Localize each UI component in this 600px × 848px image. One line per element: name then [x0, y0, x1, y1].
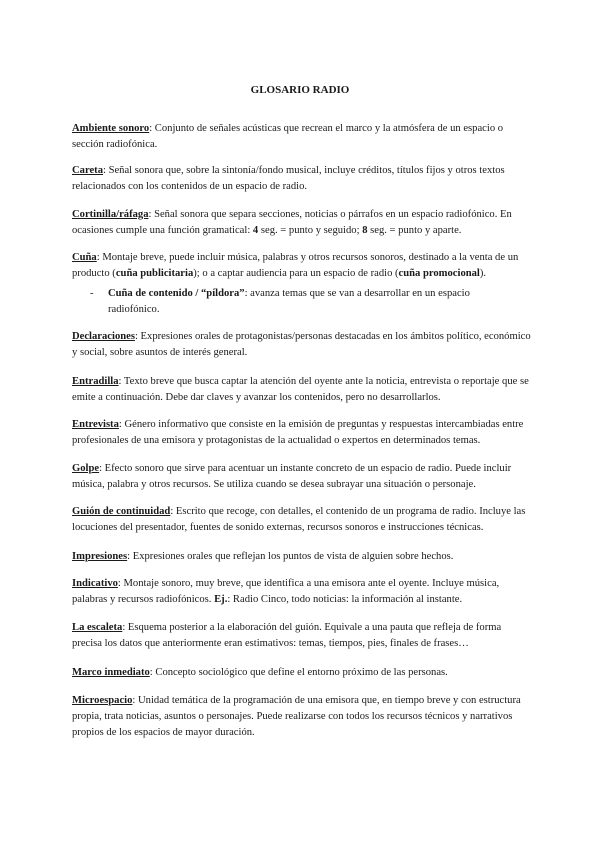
glossary-term: Cuña: [72, 252, 97, 263]
glossary-definition: : Expresiones orales que reflejan los puntos de vista de alguien sobre hechos.: [127, 551, 454, 562]
glossary-term: Microespacio: [72, 695, 133, 706]
glossary-definition: : Señal sonora que separa secciones, noticias o párrafos en un espacio radiofónico. En ocasiones cumple una función gramatical:: [72, 209, 512, 236]
glossary-term: Guión de continuidad: [72, 506, 171, 517]
glossary-definition-cont: ).: [479, 268, 487, 279]
glossary-definition: : Esquema posterior a la elaboración del guión. Equivale a una pauta que refleja de forma precisa los datos que anteriormente eran estimativos: temas, tiempos, pies, finales de frases…: [72, 622, 502, 649]
bold-number: 8: [362, 225, 368, 236]
glossary-term: Indicativo: [72, 578, 118, 589]
sub-entry-term: Cuña de contenido / “píldora”: [108, 288, 245, 299]
glossary-term: Entrevista: [72, 419, 119, 430]
glossary-entry-cortinilla: [72, 207, 532, 239]
glossary-term: Declaraciones: [72, 331, 135, 342]
sub-entry-definition: : avanza temas que se van a desarrollar en un espacio radiofónico.: [108, 288, 470, 315]
glossary-definition: : Conjunto de señales acústicas que recrean el marco y la atmósfera de un espacio o sección radiofónica.: [72, 123, 504, 150]
glossary-definition-cont: seg. = punto y seguido;: [258, 225, 363, 236]
glossary-term: Careta: [72, 165, 103, 176]
bold-abbrev: Ej.: [214, 594, 228, 605]
glossary-term: Golpe: [72, 463, 100, 474]
glossary-entry-indicativo: [72, 576, 532, 608]
list-dash: -: [90, 288, 94, 299]
glossary-entry-careta: [72, 163, 532, 195]
bold-number: 4: [252, 225, 259, 236]
glossary-entry-escaleta: [72, 620, 532, 652]
glossary-definition-cont: seg. = punto y aparte.: [367, 225, 462, 236]
glossary-definition-cont: ); o a captar audiencia para un espacio de radio (: [193, 268, 399, 279]
glossary-definition: : Montaje sonoro, muy breve, que identifica a una emisora ante el oyente. Incluye música, palabras y recursos radiofónicos.: [72, 578, 500, 605]
glossary-definition: : Expresiones orales de protagonistas/personas destacadas en los ámbitos político, económico y social, sobre asuntos de interés general.: [72, 331, 531, 358]
page-title: GLOSARIO RADIO: [250, 84, 350, 96]
glossary-entry-impresiones: [72, 549, 532, 565]
glossary-definition: : Escrito que recoge, con detalles, el contenido de un programa de radio. Incluye las locuciones del presentador, fuentes de sonido externas, recursos sonoros e instrucciones técnicas.: [72, 506, 526, 533]
glossary-definition: : Efecto sonoro que sirve para acentuar un instante concreto de un espacio de radio. Puede incluir música, palabra y otros recursos. Se utiliza cuando se desea subrayar una situación o personaje.: [72, 463, 512, 490]
glossary-entry-marco-inmediato: [72, 665, 532, 681]
glossary-definition: : Señal sonora que, sobre la sintonía/fondo musical, incluye créditos, títulos fijos y otros textos relacionados con los contenidos de un espacio de radio.: [72, 165, 505, 192]
glossary-entry-declaraciones: [72, 329, 532, 361]
glossary-term: La escaleta: [72, 622, 123, 633]
glossary-definition: : Género informativo que consiste en la emisión de preguntas y respuestas intercambiadas entre profesionales de una emisora y protagonistas de la actualidad o expertos en determinados temas.: [72, 419, 524, 446]
glossary-term: Cortinilla/ráfaga: [72, 209, 149, 220]
glossary-term: Entradilla: [72, 376, 119, 387]
glossary-definition: : Montaje breve, puede incluir música, palabras y otros recursos sonoros, destinado a la venta de un producto (: [72, 252, 519, 279]
glossary-definition: : Texto breve que busca captar la atención del oyente ante la noticia, entrevista o reportaje que se emite a continuación. Debe dar claves y avanzar los contenidos, pero no desarrollarlos.: [72, 376, 529, 403]
glossary-entry-guion-continuidad: [72, 504, 532, 536]
glossary-entry-entrevista: [72, 417, 532, 449]
glossary-entry-ambiente-sonoro: [72, 121, 532, 153]
glossary-term: Marco inmediato: [72, 667, 150, 678]
glossary-entry-entradilla: [72, 374, 532, 406]
glossary-term: Ambiente sonoro: [72, 123, 150, 134]
bold-phrase: cuña promocional: [398, 268, 480, 279]
bold-phrase: cuña publicitaria: [115, 268, 194, 279]
glossary-entry-microespacio: [72, 693, 532, 741]
glossary-definition: : Concepto sociológico que define el entorno próximo de las personas.: [149, 667, 448, 678]
glossary-sub-entry: [90, 286, 510, 318]
glossary-entry-golpe: [72, 461, 532, 493]
glossary-term: Impresiones: [72, 551, 128, 562]
glossary-definition-cont: : Radio Cinco, todo noticias: la información al instante.: [227, 594, 463, 605]
glossary-entry-cuna: [72, 250, 532, 282]
glossary-definition: : Unidad temática de la programación de una emisora que, en tiempo breve y con estructura propia, trata noticias, asuntos o personajes. Puede realizarse con todos los recursos técnicos y narrativos propios de los espacios de mayor duración.: [72, 695, 521, 738]
